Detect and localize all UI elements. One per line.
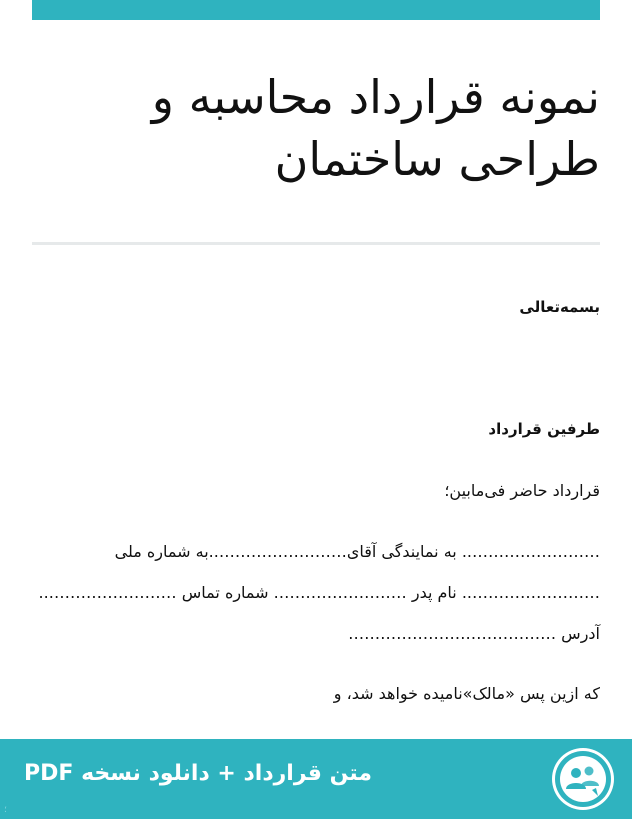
corner-mark: ؛ — [4, 805, 7, 815]
title-divider — [32, 242, 600, 245]
download-banner-text[interactable]: متن قرارداد + دانلود نسخه PDF — [24, 761, 372, 786]
top-accent-bar — [32, 0, 600, 20]
party-representative-line: …………………….. به نمایندگی آقای……………………..به شماره ملی — [114, 542, 600, 561]
party-address-line: آدرس ………………………………… — [348, 624, 600, 643]
bismillah-heading: بسمه‌تعالی — [519, 298, 600, 316]
page-title: نمونه قرارداد محاسبه و طراحی ساختمان — [151, 70, 600, 186]
people-chat-icon — [552, 748, 614, 810]
parties-heading: طرفین قرارداد — [488, 420, 600, 438]
party-father-phone-line: …………………….. نام پدر ……………………. شماره تماس …………………….. — [38, 583, 600, 602]
owner-designation-line: که ازین پس «مالک»نامیده خواهد شد، و — [333, 684, 600, 703]
download-banner[interactable] — [0, 739, 632, 819]
contract-intro: قرارداد حاضر فی‌مابین؛ — [444, 481, 600, 500]
